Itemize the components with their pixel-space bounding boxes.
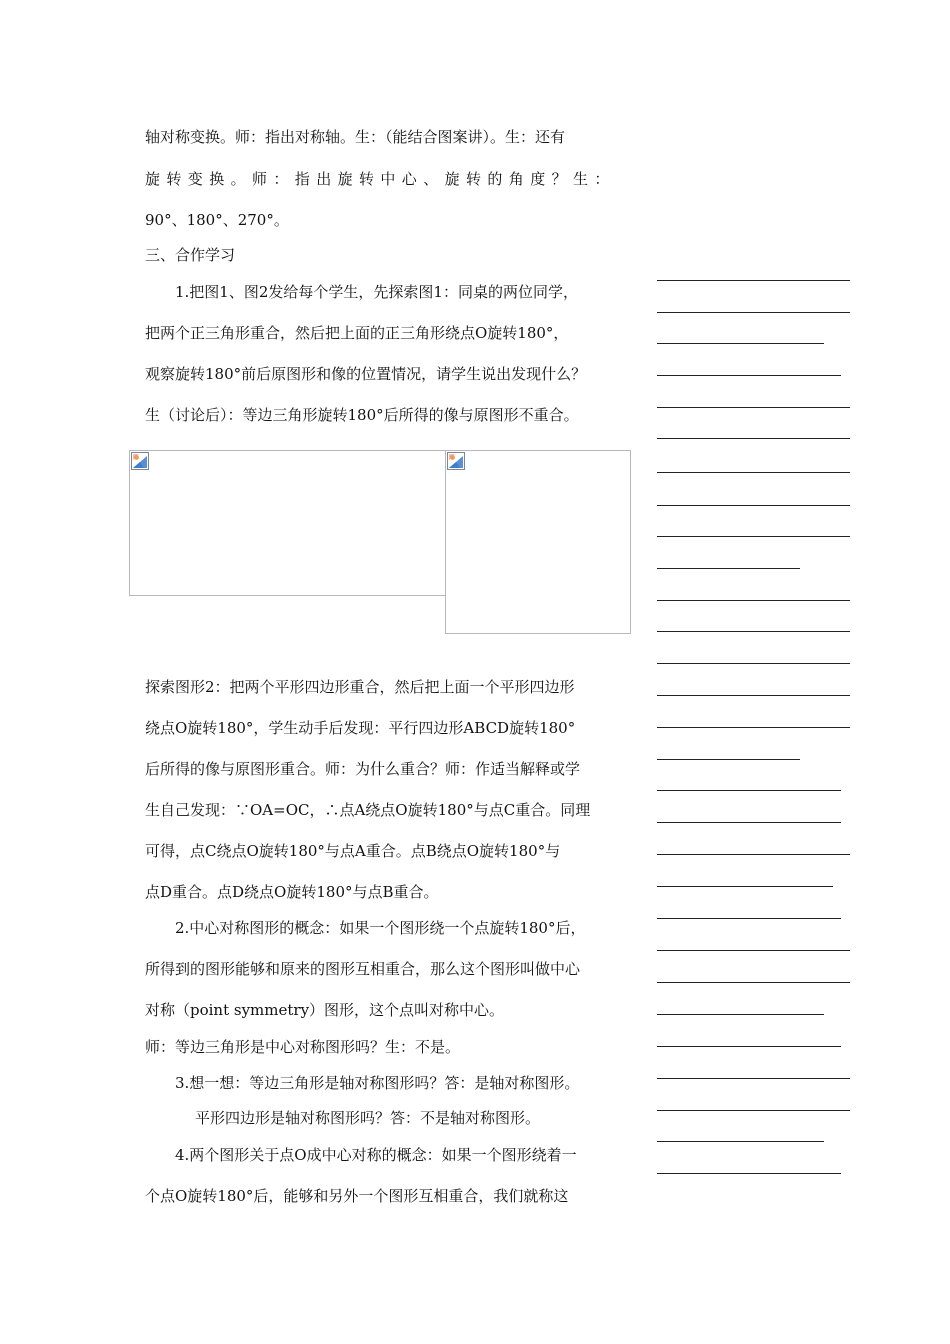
note-line (657, 505, 850, 506)
section-heading: 三、合作学习 (145, 246, 236, 264)
note-line (657, 854, 850, 855)
text-line-13: 可得，点C绕点O旋转180°与点A重合。点B绕点O旋转180°与 (145, 842, 561, 860)
note-line (657, 759, 800, 760)
note-line (657, 280, 850, 281)
note-line (657, 950, 850, 951)
text-line-18: 师：等边三角形是中心对称图形吗？生：不是。 (145, 1038, 461, 1056)
note-line (657, 1014, 824, 1015)
note-line (657, 407, 850, 408)
text-line-12: 生自己发现：∵OA=OC，∴点A绕点O旋转180°与点C重合。同理 (145, 801, 591, 819)
text-line-22: 个点O旋转180°后，能够和另外一个图形互相重合，我们就称这 (145, 1187, 569, 1205)
note-line (657, 375, 841, 376)
text-line-2: 旋转变换。师：指出旋转中心、旋转的角度？生： (145, 170, 616, 188)
broken-image-icon (447, 452, 465, 470)
note-line (657, 1173, 841, 1174)
note-line (657, 438, 850, 439)
note-line (657, 1141, 824, 1142)
note-line (657, 631, 850, 632)
broken-image-icon (131, 452, 149, 470)
text-line-9: 探索图形2：把两个平形四边形重合，然后把上面一个平形四边形 (145, 678, 575, 696)
text-line-11: 后所得的像与原图形重合。师：为什么重合？师：作适当解释或学 (145, 760, 581, 778)
note-line (657, 343, 824, 344)
note-line (657, 982, 850, 983)
note-line (657, 790, 841, 791)
figure-1-image (129, 450, 459, 596)
note-line (657, 1078, 850, 1079)
text-line-5: 1.把图1、图2发给每个学生，先探索图1：同桌的两位同学， (175, 283, 578, 301)
note-line (657, 472, 850, 473)
text-line-6: 把两个正三角形重合，然后把上面的正三角形绕点O旋转180°， (145, 324, 569, 342)
text-line-14: 点D重合。点D绕点O旋转180°与点B重合。 (145, 883, 439, 901)
text-line-15: 2.中心对称图形的概念：如果一个图形绕一个点旋转180°后， (175, 919, 586, 937)
note-line (657, 1046, 841, 1047)
note-line (657, 918, 841, 919)
note-line (657, 600, 850, 601)
note-line (657, 886, 833, 887)
text-line-17: 对称（point symmetry）图形，这个点叫对称中心。 (145, 1001, 505, 1019)
note-line (657, 568, 800, 569)
text-line-21: 4.两个图形关于点O成中心对称的概念：如果一个图形绕着一 (175, 1146, 577, 1164)
note-line (657, 663, 850, 664)
note-line (657, 312, 850, 313)
note-line (657, 727, 850, 728)
text-line-19: 3.想一想：等边三角形是轴对称图形吗？答：是轴对称图形。 (175, 1074, 580, 1092)
text-line-20: 平形四边形是轴对称图形吗？答：不是轴对称图形。 (195, 1109, 541, 1127)
note-line (657, 536, 850, 537)
text-line-10: 绕点O旋转180°，学生动手后发现：平行四边形ABCD旋转180° (145, 719, 576, 737)
figure-2-image (445, 450, 631, 634)
note-line (657, 822, 841, 823)
text-line-7: 观察旋转180°前后原图形和像的位置情况，请学生说出发现什么？ (145, 365, 587, 383)
text-line-3: 90°、180°、270°。 (145, 211, 289, 229)
note-line (657, 695, 850, 696)
note-line (657, 1110, 850, 1111)
text-line-16: 所得到的图形能够和原来的图形互相重合，那么这个图形叫做中心 (145, 960, 581, 978)
text-line-1: 轴对称变换。师：指出对称轴。生：（能结合图案讲）。生：还有 (145, 128, 566, 146)
text-line-8: 生（讨论后）：等边三角形旋转180°后所得的像与原图形不重合。 (145, 406, 579, 424)
